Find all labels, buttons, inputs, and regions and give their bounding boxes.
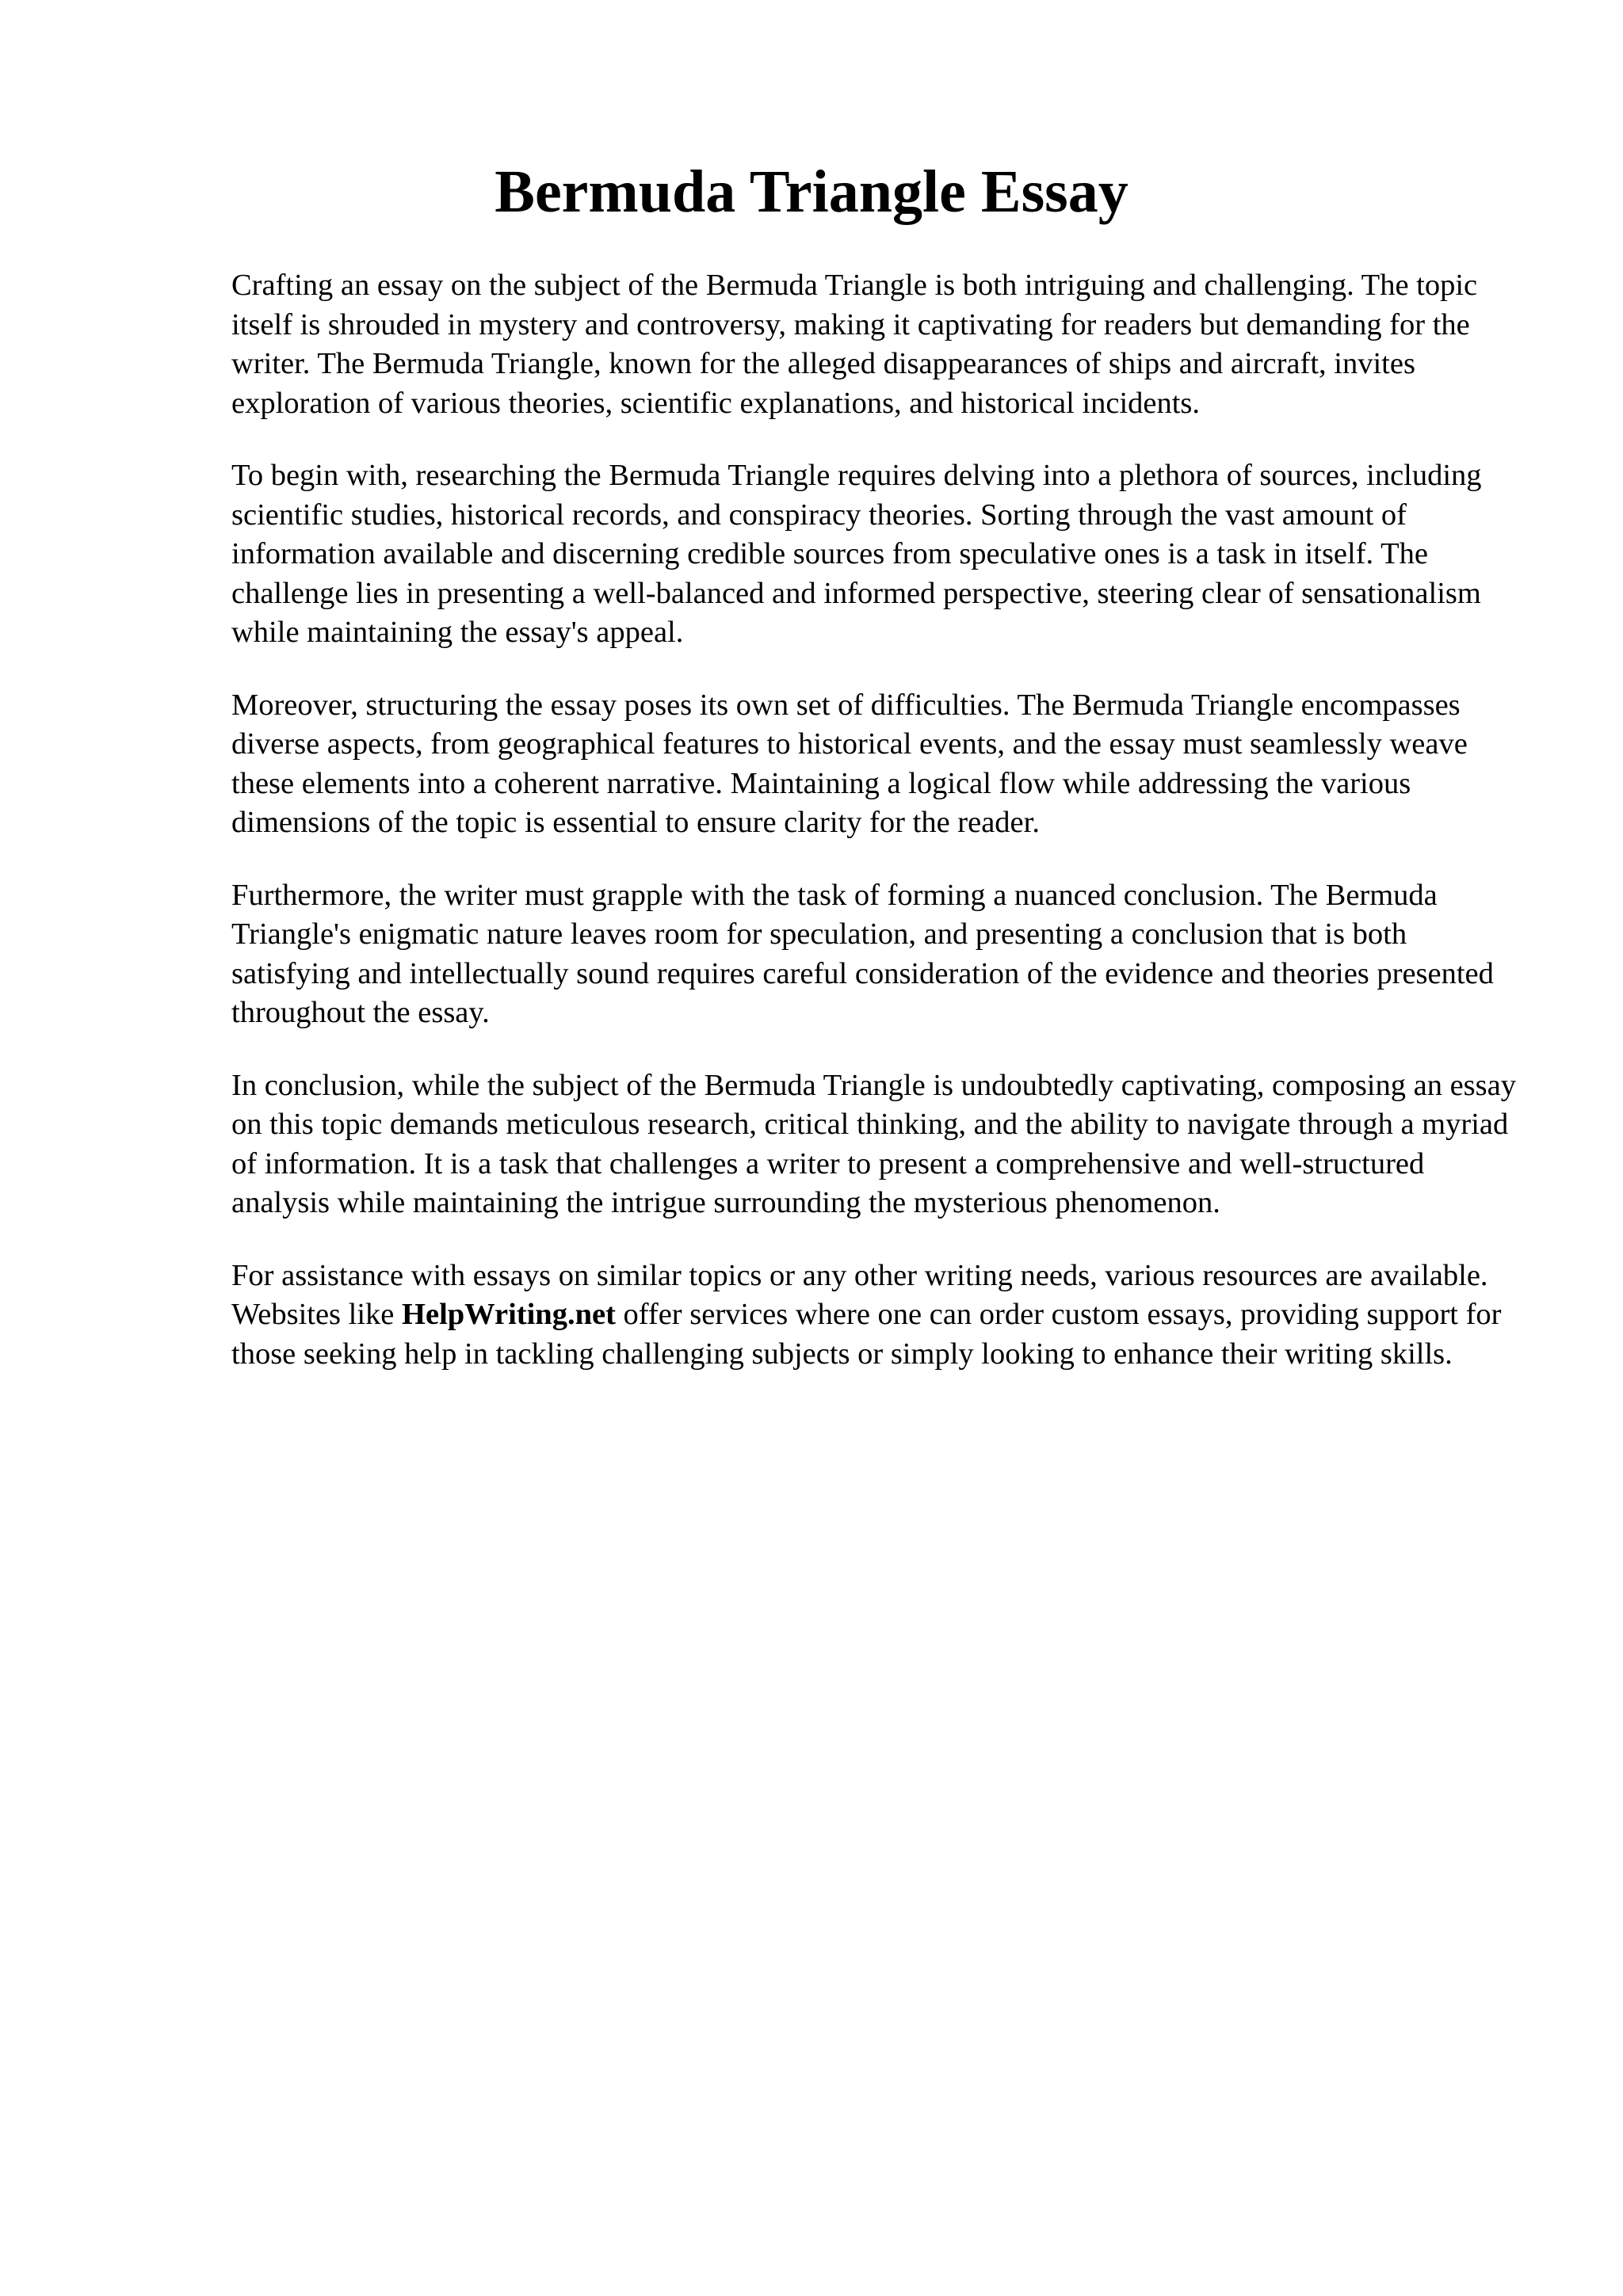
essay-body	[231, 266, 1523, 1407]
brand-name: HelpWriting.net	[402, 1298, 616, 1331]
closing-text-before: For assistance with essays on similar topics or any other writing needs, various resources are available. Websites like	[231, 1258, 1488, 1331]
closing-text-after: offer services where one can order custom essays, providing support for those seeking help in tackling challenging subjects or simply looking to enhance their writing skills.	[231, 1298, 1502, 1371]
paragraph-conclusion-challenge: Furthermore, the writer must grapple with the task of forming a nuanced conclusion. The Bermuda Triangle's enigmatic nature leaves room for speculation, and presenting a conclusion that is both satisfying and intellectually sound requires careful consideration of the evidence and theories presented throughout the essay.	[231, 878, 1494, 1029]
paragraph-closing	[231, 1257, 1523, 1375]
paragraph-research: To begin with, researching the Bermuda Triangle requires delving into a plethora of sources, including scientific studies, historical records, and conspiracy theories. Sorting through the vast amount of information available and discerning credible sources from speculative ones is a task in itself. The challenge lies in presenting a well-balanced and informed perspective, steering clear of sensationalism while maintaining the essay's appeal.	[231, 459, 1482, 649]
paragraph-structure: Moreover, structuring the essay poses its own set of difficulties. The Bermuda Triangle encompasses diverse aspects, from geographical features to historical events, and the essay must seamlessly weave these elements into a coherent narrative. Maintaining a logical flow while addressing the various dimensions of the topic is essential to ensure clarity for the reader.	[231, 688, 1468, 839]
paragraph-conclusion: In conclusion, while the subject of the Bermuda Triangle is undoubtedly captivating, composing an essay on this topic demands meticulous research, critical thinking, and the ability to navigate through a myriad of information. It is a task that challenges a writer to present a comprehensive and well-structured analysis while maintaining the intrigue surrounding the mysterious phenomenon.	[231, 1068, 1516, 1219]
document-title: Bermuda Triangle Essay	[495, 158, 1128, 225]
paragraph-intro: Crafting an essay on the subject of the Bermuda Triangle is both intriguing and challenging. The topic itself is shrouded in mystery and controversy, making it captivating for readers but demanding for the writer. The Bermuda Triangle, known for the alleged disappearances of ships and aircraft, invites exploration of various theories, scientific explanations, and historical incidents.	[231, 269, 1478, 420]
